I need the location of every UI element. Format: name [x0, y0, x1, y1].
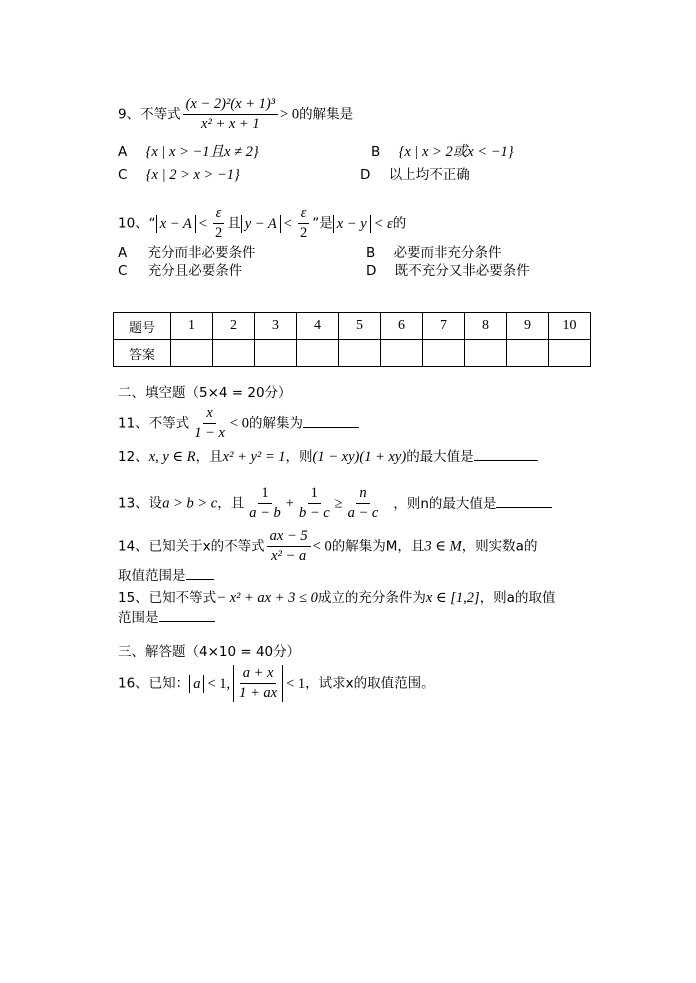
answer-cell-3[interactable] [255, 340, 297, 367]
q10-eps-half-1 [212, 205, 225, 242]
q9-relation: > 0 [280, 106, 300, 123]
answer-table-number-9: 9 [507, 313, 549, 340]
q10-eps-1: ε [213, 205, 225, 224]
q13-f2-numerator: 1 [308, 485, 321, 504]
q12-stem [118, 448, 538, 466]
answer-cell-7[interactable] [423, 340, 465, 367]
q16-suffix: ，试求x的取值范围。 [305, 675, 435, 692]
q10-abs-x-minus-a: x − A [156, 215, 196, 233]
q9-option-a-text: {x | x > −1且x ≠ 2} [145, 144, 259, 160]
q13-fraction-3 [345, 485, 382, 522]
q14-suffix: ，则实数a的 [461, 538, 538, 555]
q9-option-b-label: B [371, 144, 381, 160]
answer-table-number-3: 3 [255, 313, 297, 340]
q14-line2-text: 取值范围是 [118, 568, 186, 584]
q15-stem [118, 589, 555, 607]
q11-fraction [191, 405, 228, 442]
q10-abs-y-minus-a: y − A [241, 215, 281, 233]
q14-stem [118, 528, 537, 565]
q11-prefix: 11、不等式 [118, 415, 190, 432]
q13-plus: + [285, 495, 294, 512]
answer-table-number-2: 2 [213, 313, 255, 340]
q10-and: 且 [227, 215, 241, 232]
q11-relation: < 0 [229, 415, 249, 432]
answer-table-number-header: 题号 [114, 313, 171, 340]
q10-eps-2: ε [298, 205, 310, 224]
q10-quote-is: ”是 [312, 215, 333, 232]
q11-answer-blank[interactable] [303, 415, 359, 428]
answer-table-number-10: 10 [549, 313, 591, 340]
answer-table-number-5: 5 [339, 313, 381, 340]
answer-table-number-7: 7 [423, 313, 465, 340]
answer-table-number-8: 8 [465, 313, 507, 340]
answer-cell-6[interactable] [381, 340, 423, 367]
answer-cell-2[interactable] [213, 340, 255, 367]
q14-denominator: x² − a [271, 548, 307, 564]
q14-mid: 的解集为M，且 [331, 538, 425, 555]
q16-condition-1: < 1, [207, 675, 231, 692]
q12-mid2: ，则 [285, 449, 313, 465]
q10-option-d-text: 既不充分又非必要条件 [394, 263, 530, 279]
q13-prefix: 13、设 [118, 495, 163, 512]
q14-prefix: 14、已知关于x的不等式 [118, 538, 265, 555]
q15-mid: 成立的充分条件为 [317, 590, 426, 606]
q9-option-d-label: D [360, 167, 371, 183]
q12-equation: x² + y² = 1 [222, 449, 286, 465]
q9-denominator: x² + x + 1 [201, 116, 260, 132]
q10-lt-1: < [198, 215, 207, 232]
q10-option-c-label: C [118, 263, 128, 279]
q16-stem [118, 665, 435, 702]
q10-option-a-label: A [118, 245, 128, 261]
q11-numerator: x [203, 405, 215, 424]
q10-stem [118, 205, 406, 242]
q13-f1-numerator: 1 [258, 485, 271, 504]
answer-cell-9[interactable] [507, 340, 549, 367]
q16-denominator: 1 + ax [239, 685, 278, 701]
q13-mid: ，且 [217, 495, 245, 512]
answer-cell-10[interactable] [549, 340, 591, 367]
q16-abs-a: a [189, 675, 204, 693]
q9-numerator: (x − 2)²(x + 1)³ [183, 96, 278, 115]
answer-cell-1[interactable] [171, 340, 213, 367]
section3-title: 三、解答题（4×10 = 40分） [118, 644, 301, 660]
q10-option-a-text: 充分而非必要条件 [147, 245, 256, 261]
q9-prefix: 9、不等式 [118, 106, 181, 123]
q10-option-b-label: B [366, 245, 376, 261]
q12-expression: (1 − xy)(1 + xy) [312, 449, 407, 465]
q15-answer-blank[interactable] [159, 609, 215, 622]
answer-table-number-row [114, 313, 591, 340]
q10-option-d-label: D [366, 263, 377, 279]
q10-prefix: 10、“ [118, 215, 156, 232]
q12-vars: x, y ∈ R [148, 449, 196, 465]
answer-table-number-6: 6 [381, 313, 423, 340]
q9-option-b [371, 143, 514, 161]
answer-cell-5[interactable] [339, 340, 381, 367]
q9-option-d-text: 以上均不正确 [388, 167, 470, 183]
q16-fraction [236, 665, 280, 702]
q11-suffix: 的解集为 [248, 415, 303, 432]
q15-line2-text: 范围是 [118, 610, 159, 626]
q15-inequality: − x² + ax + 3 ≤ 0 [216, 590, 318, 606]
q13-geq: ≥ [334, 495, 343, 512]
q13-f3-numerator: n [356, 485, 369, 504]
q12-mid: ，且 [195, 449, 223, 465]
q14-answer-blank[interactable] [186, 567, 214, 580]
q9-option-a [118, 143, 259, 161]
q14-fraction [267, 528, 311, 565]
q10-two-2: 2 [299, 225, 308, 241]
q14-element: 3 ∈ M [424, 538, 462, 555]
q11-stem [118, 405, 359, 442]
q10-option-b [366, 244, 502, 262]
answer-table [113, 312, 591, 367]
answer-table-answer-header: 答案 [114, 340, 171, 367]
q10-option-c [118, 262, 242, 280]
answer-cell-8[interactable] [465, 340, 507, 367]
q9-option-c-label: C [118, 167, 128, 183]
q9-option-d [360, 166, 470, 184]
q9-option-b-text: {x | x > 2或x < −1} [398, 144, 514, 160]
q9-suffix: 的解集是 [299, 106, 354, 123]
q13-fraction-2 [296, 485, 333, 522]
q13-fraction-1 [246, 485, 284, 522]
q9-option-c [118, 166, 240, 184]
answer-table-number-4: 4 [297, 313, 339, 340]
q9-option-a-label: A [118, 144, 128, 160]
q9-option-c-text: {x | 2 > x > −1} [145, 167, 240, 183]
q13-answer-blank[interactable] [496, 495, 552, 508]
q14-relation: < 0 [312, 538, 332, 555]
q12-prefix: 12、 [118, 449, 149, 465]
q16-abs-fraction [233, 665, 283, 702]
q15-prefix: 15、已知不等式 [118, 590, 217, 606]
section2-title: 二、填空题（5×4 = 20分） [118, 385, 292, 401]
q16-numerator: a + x [240, 665, 277, 684]
answer-table-answer-row [114, 340, 591, 367]
q9-stem [118, 96, 353, 133]
answer-cell-4[interactable] [297, 340, 339, 367]
q10-option-c-text: 充分且必要条件 [147, 263, 243, 279]
q16-prefix: 16、已知： [118, 675, 190, 692]
q11-denominator: 1 − x [194, 425, 225, 441]
q13-stem [118, 485, 552, 522]
q12-suffix: 的最大值是 [406, 449, 474, 465]
q10-lt-eps: < ε [373, 215, 393, 232]
q12-answer-blank[interactable] [474, 448, 538, 461]
q10-two-1: 2 [214, 225, 223, 241]
q14-numerator: ax − 5 [267, 528, 311, 547]
q15-suffix: ，则a的取值 [479, 590, 556, 606]
q13-f1-denominator: a − b [249, 505, 281, 521]
q10-option-b-text: 必要而非充分条件 [393, 245, 502, 261]
answer-table-number-1: 1 [171, 313, 213, 340]
q13-condition: a > b > c [162, 495, 218, 512]
q9-fraction [183, 96, 278, 133]
q15-line2 [118, 609, 215, 627]
q13-f2-denominator: b − c [298, 505, 330, 521]
q10-option-a [118, 244, 256, 262]
q15-interval: x ∈ [1,2] [425, 590, 480, 606]
q10-suffix: 的 [392, 215, 407, 232]
q13-f3-denominator: a − c [347, 505, 379, 521]
q10-eps-half-2 [297, 205, 310, 242]
q10-option-d [366, 262, 530, 280]
q16-condition-2: < 1 [286, 675, 306, 692]
q14-line2 [118, 567, 214, 585]
q10-lt-2: < [283, 215, 292, 232]
q13-suffix: ，则n的最大值是 [393, 495, 497, 512]
q10-abs-x-minus-y: x − y [333, 215, 371, 233]
